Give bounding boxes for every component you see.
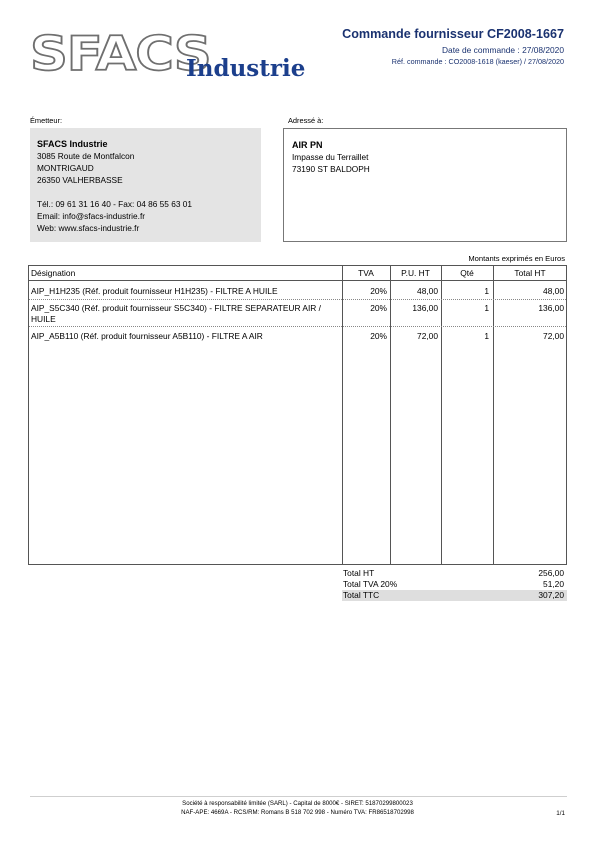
footer-divider [30, 796, 567, 797]
recipient-name: AIR PN [292, 140, 323, 150]
row-tva: 20% [370, 303, 387, 313]
sender-address3: 26350 VALHERBASSE [37, 175, 123, 185]
row-total: 72,00 [543, 331, 564, 341]
row-designation: AIP_H1H235 (Réf. produit fournisseur H1H235) - FILTRE A HUILE [31, 286, 278, 296]
row-unit-price: 72,00 [417, 331, 438, 341]
company-logo-sfacs: SFACS [30, 27, 211, 82]
header-total: Total HT [514, 268, 546, 278]
order-reference: Réf. commande : CO2008-1618 (kaeser) / 27/08/2020 [391, 57, 564, 66]
sender-box [30, 128, 261, 242]
total-tva-value: 51,20 [543, 579, 564, 589]
total-ttc-value: 307,20 [538, 590, 564, 600]
row-separator [29, 326, 566, 327]
page-number: 1/1 [556, 810, 565, 817]
header-pu: P.U. HT [401, 268, 430, 278]
row-quantity: 1 [484, 286, 489, 296]
company-logo-industrie: Industrie [186, 55, 306, 82]
document-title: Commande fournisseur CF2008-1667 [342, 27, 564, 41]
row-unit-price: 48,00 [417, 286, 438, 296]
sender-email: Email: info@sfacs-industrie.fr [37, 211, 146, 221]
sender-name: SFACS Industrie [37, 139, 108, 149]
row-separator [29, 299, 566, 300]
row-total: 48,00 [543, 286, 564, 296]
footer-legal-line1: Société à responsabilité limitée (SARL) - Capital de 8000€ - SIRET: 51870299800023 [182, 800, 413, 807]
row-unit-price: 136,00 [412, 303, 438, 313]
sender-label: Émetteur: [30, 116, 63, 125]
sender-web: Web: www.sfacs-industrie.fr [37, 223, 140, 233]
header-qty: Qté [460, 268, 474, 278]
row-designation: AIP_S5C340 (Réf. produit fournisseur S5C340) - FILTRE SEPARATEUR AIR / HUILE [31, 303, 321, 324]
total-ht-label: Total HT [343, 568, 375, 578]
order-date: Date de commande : 27/08/2020 [442, 45, 564, 55]
row-tva: 20% [370, 331, 387, 341]
table-header-divider [28, 280, 567, 281]
currency-note: Montants exprimés en Euros [468, 254, 565, 263]
row-quantity: 1 [484, 331, 489, 341]
footer-legal-line2: NAF-APE: 4669A - RCS/RM: Romans B 518 702 998 - Numéro TVA: FR86518702998 [181, 809, 414, 816]
total-ttc-label: Total TTC [343, 590, 380, 600]
sender-phone: Tél.: 09 61 31 16 40 - Fax: 04 86 55 63 01 [37, 199, 192, 209]
total-ht-value: 256,00 [538, 568, 564, 578]
row-total: 136,00 [538, 303, 564, 313]
row-quantity: 1 [484, 303, 489, 313]
recipient-label: Adressé à: [288, 116, 324, 125]
header-tva: TVA [358, 268, 374, 278]
sender-address1: 3085 Route de Montfalcon [37, 151, 135, 161]
recipient-address2: 73190 ST BALDOPH [292, 164, 370, 174]
sender-address2: MONTRIGAUD [37, 163, 94, 173]
header-designation: Désignation [31, 268, 76, 278]
recipient-address1: Impasse du Terraillet [292, 152, 369, 162]
recipient-box [283, 128, 567, 242]
total-tva-label: Total TVA 20% [343, 579, 398, 589]
row-tva: 20% [370, 286, 387, 296]
row-designation: AIP_A5B110 (Réf. produit fournisseur A5B110) - FILTRE A AIR [31, 331, 263, 341]
